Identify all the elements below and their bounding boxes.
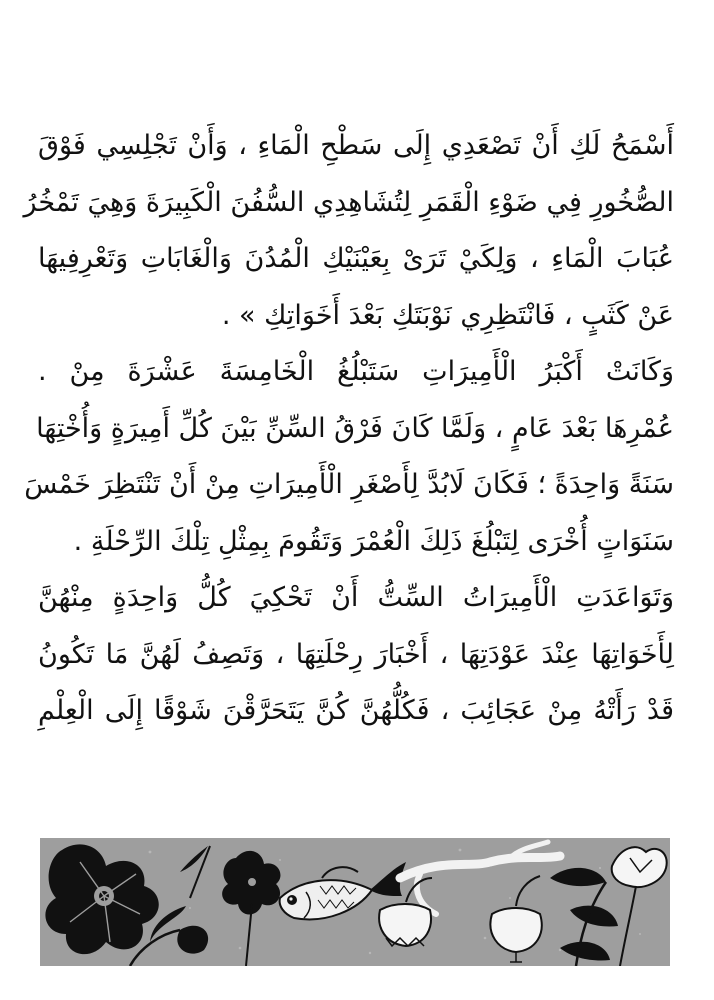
story-text — [23, 118, 674, 740]
text-line-4: عَنْ كَثَبٍ ، فَانْتَظِرِي نَوْبَتَكِ بَعْدَ أَخَوَاتِكِ » . — [221, 299, 674, 331]
decorative-illustration — [40, 838, 670, 966]
illustration-svg — [40, 838, 670, 966]
text-line-1: أَسْمَحُ لَكِ أَنْ تَصْعَدِي إِلَى سَطْحِ الْمَاءِ ، وَأَنْ تَجْلِسِي فَوْقَ — [38, 130, 674, 161]
text-line-7: سَنَةً وَاحِدَةً ؛ فَكَانَ لَابُدَّ لِأَصْغَرِ الْأَمِيرَاتِ مِنْ أَنْ تَنْتَظِرَ خَمْسَ — [24, 469, 674, 500]
text-line-3: عُبَابَ الْمَاءِ ، وَلِكَيْ تَرَىْ بِعَيْنَيْكِ الْمُدُنَ وَالْغَابَاتِ وَتَعْرِفِيهَا — [38, 243, 674, 274]
text-line-5: وَكَانَتْ أَكْبَرُ الْأَمِيرَاتِ سَتَبْلُغُ الْخَامِسَةَ عَشْرَةَ مِنْ . — [38, 356, 674, 387]
text-line-9: وَتَوَاعَدَتِ الْأَمِيرَاتُ السِّتُّ أَنْ تَحْكِيَ كُلُّ وَاحِدَةٍ مِنْهُنَّ — [38, 582, 674, 613]
text-line-2: الصُّخُورِ فِي ضَوْءِ الْقَمَرِ لِتُشَاهِدِي السُّفُنَ الْكَبِيرَةَ وَهِيَ تَمْخُرُ — [23, 186, 674, 218]
text-line-10: لِأَخَوَاتِهَا عِنْدَ عَوْدَتِهَا ، أَخْبَارَ رِحْلَتِهَا ، وَتَصِفُ لَهُنَّ مَا تَكُونُ — [38, 638, 674, 670]
text-line-8: سَنَوَاتٍ أُخْرَى لِتَبْلُغَ ذَلِكَ الْعُمْرَ وَتَقُومَ بِمِثْلِ تِلْكَ الرِّحْلَةِ . — [73, 525, 674, 557]
text-line-6: عُمْرِهَا بَعْدَ عَامٍ ، وَلَمَّا كَانَ فَرْقُ السِّنِّ بَيْنَ كُلِّ أَمِيرَةٍ وَأُخْتِهَا — [36, 412, 674, 444]
text-line-11: قَدْ رَأَتْهُ مِنْ عَجَائِبَ ، فَكُلُّهُنَّ كُنَّ يَتَحَرَّقْنَ شَوْقًا إِلَى الْعِلْمِ — [38, 695, 674, 726]
